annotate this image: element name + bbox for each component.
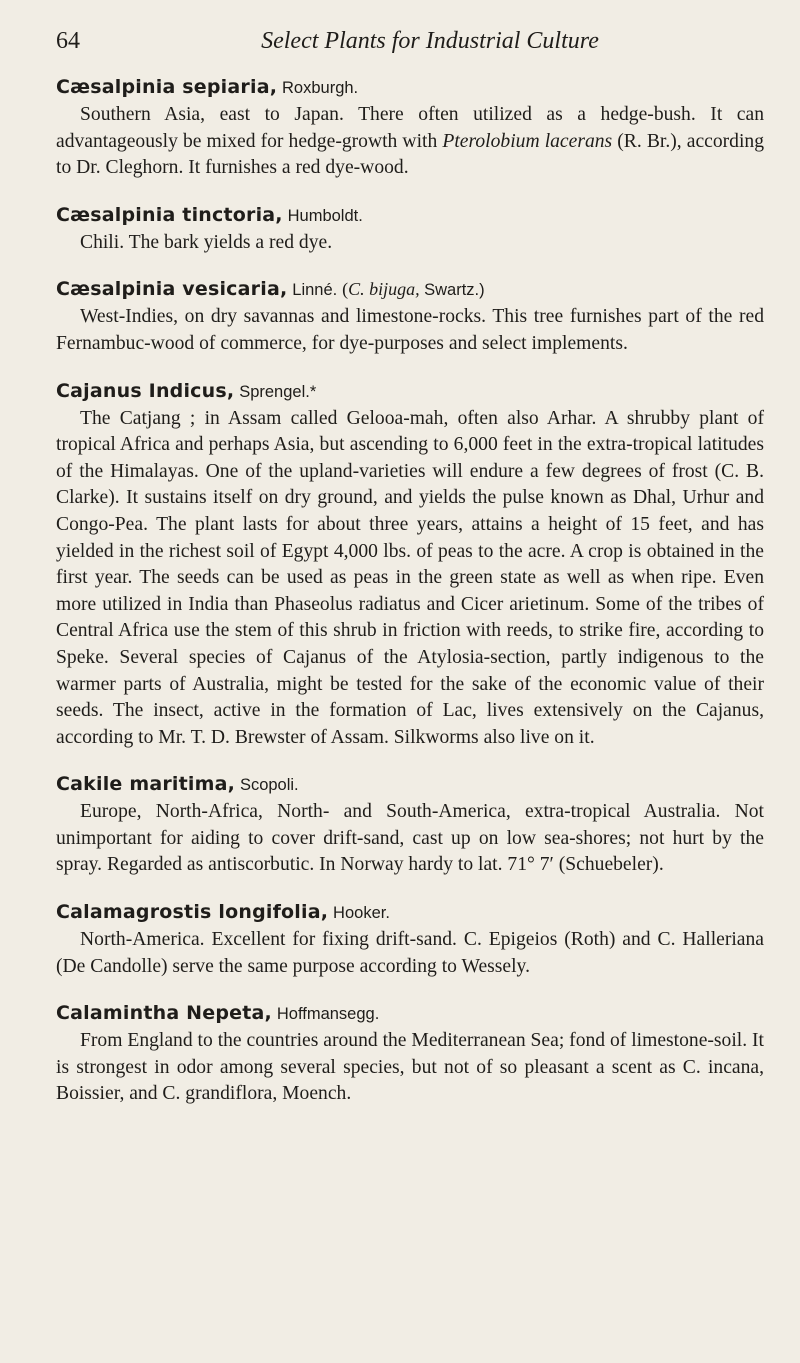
entry-heading — [56, 74, 764, 102]
entry-body: From England to the countries around the Mediterranean Sea; fond of limestone-soil. It is strongest in odor among several species, but not of so pleasant a scent as C. incana, Boissier, and C. grandiflora, Moench. — [56, 1030, 764, 1105]
entry-list — [56, 74, 764, 1108]
entry-heading — [56, 771, 764, 799]
entry-body: The Catjang ; in Assam called Gelooa-mah, often also Arhar. A shrubby plant of tropical Africa and perhaps Asia, but ascending to 6,000 feet in the extra-tropical latitudes of the Himalayas. One of the upland-varieties will endure a few degrees of frost (C. B. Clarke). It sustains itself on dry ground, and yields the pulse known as Dhal, Urhur and Congo-Pea. The plant lasts for about three years, attains a height of 15 feet, and has yielded in the richest soil of Egypt 4,000 lbs. of peas to the acre. A crop is obtained in the first year. The seeds can be used as peas in the green state as well as when ripe. Even more utilized in India than Phaseolus radiatus and Cicer arietinum. Some of the tribes of Central Africa use the stem of this shrub in friction with reeds, to strike fire, according to Speke. Several species of Cajanus of the Atylosia-section, partly indigenous to the warmer parts of Australia, might be tested for the sake of the economic value of their seeds. The insect, active in the formation of Lac, lives extensively on the Cajanus, according to Mr. T. D. Brewster of Assam. Silkworms also live on it. — [56, 407, 764, 748]
entry-text: Southern Asia, east to Japan. There often utilized as a hedge-bush. It can advantageously be mixed for hedge-growth with — [56, 104, 764, 152]
page-header — [56, 0, 764, 60]
synonym — [342, 279, 485, 299]
species-name: Cæsalpinia vesicaria, — [56, 278, 288, 301]
synonym-authority: Swartz.) — [424, 281, 485, 300]
entry-cajanus-indicus — [56, 378, 764, 752]
entry-body — [56, 102, 764, 182]
entry-text: (R. Br.), according to Dr. Cleghorn. It furnishes a red dye-wood. — [56, 130, 765, 179]
species-name: Cakile maritima, — [56, 773, 236, 796]
entry-heading — [56, 378, 764, 406]
species-name: Cajanus Indicus, — [56, 379, 235, 402]
species-authority: Scopoli. — [239, 776, 299, 795]
entry-body: Europe, North-Africa, North- and South-America, extra-tropical Australia. Not unimportant for aiding to cover drift-sand, cast up on low sea-shores; not hurt by the spray. Regarded as antiscorbutic. In Norway hardy to lat. 71° 7′ (Schuebeler). — [56, 801, 764, 876]
synonym-name: C. bijuga, — [348, 279, 420, 300]
entry-heading — [56, 202, 764, 230]
entry-caesalpinia-sepiaria — [56, 74, 764, 182]
entry-calamagrostis-longifolia — [56, 899, 764, 980]
species-authority: Hooker. — [333, 904, 390, 923]
entry-cakile-maritima — [56, 771, 764, 879]
species-name: Cæsalpinia tinctoria, — [56, 203, 283, 226]
entry-body: West-Indies, on dry savannas and limestone-rocks. This tree furnishes part of the red Fernambuc-wood of commerce, for dye-purposes and select implements. — [56, 306, 764, 354]
synonym-open: ( — [342, 279, 349, 300]
species-name: Cæsalpinia sepiaria, — [56, 76, 278, 98]
species-authority: Roxburgh. — [282, 79, 359, 97]
running-title: Select Plants for Industrial Culture — [261, 28, 599, 54]
entry-caesalpinia-tinctoria — [56, 202, 764, 257]
entry-caesalpinia-vesicaria — [56, 276, 764, 357]
species-authority: Sprengel.* — [239, 382, 317, 401]
entry-body: Chili. The bark yields a red dye. — [80, 231, 333, 253]
page-number: 64 — [56, 28, 80, 54]
species-name: Calamagrostis longifolia, — [56, 901, 329, 924]
species-authority: Humboldt. — [287, 206, 363, 225]
entry-heading — [56, 899, 764, 927]
species-name: Calamintha Nepeta, — [56, 1002, 272, 1025]
species-authority: Linné. — [292, 281, 338, 300]
entry-calamintha-nepeta — [56, 1000, 764, 1108]
entry-body: North-America. Excellent for fixing drift-sand. C. Epigeios (Roth) and C. Halleriana (De Candolle) serve the same purpose according to Wessely. — [56, 929, 764, 977]
entry-text-italic: Pterolobium lacerans — [442, 130, 613, 152]
species-authority: Hoffmansegg. — [276, 1005, 380, 1024]
entry-heading — [56, 276, 764, 304]
entry-heading — [56, 1000, 764, 1028]
